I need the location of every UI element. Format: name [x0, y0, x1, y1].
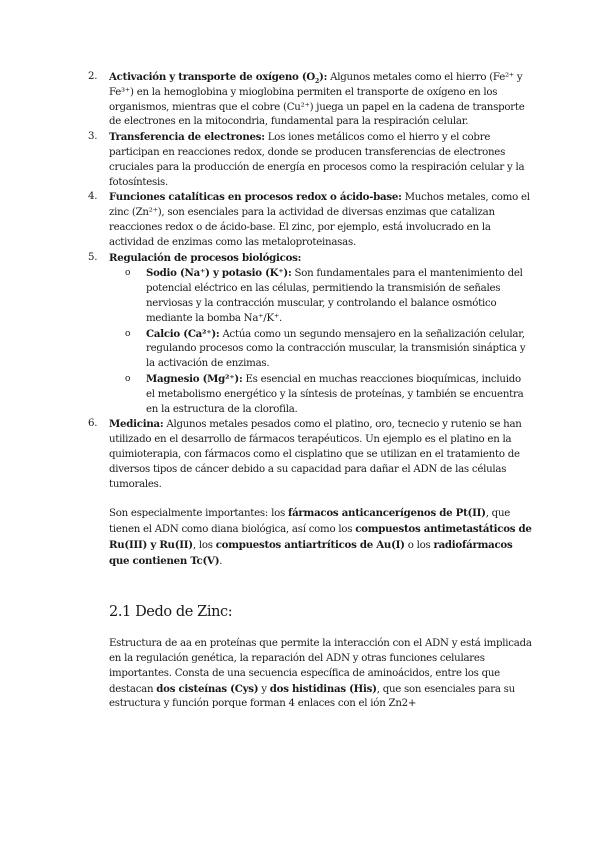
sub-item-text: Es esencial en muchas reacciones bioquímicas, incluido el metabolismo energético y la síntesis de proteínas, y también se encuentra en la estructura de la clorofila. [146, 373, 524, 415]
numbered-list [86, 70, 532, 492]
item-title: Transferencia de electrones: [109, 131, 265, 144]
list-item [86, 70, 532, 130]
list-number: 2. [88, 71, 98, 82]
zinc-paragraph: Estructura de aa en proteínas que permite la interacción con el ADN y está implicada en la regulación genética, la reparación del ADN y otras funciones celulares importantes. Consta de una secuencia específica de aminoácidos, entre los que destacan dos cisteínas (Cys) y dos histidinas (His), que son esenciales para su estructura y función porque forman 4 enlaces con el ión Zn2+ [109, 638, 532, 710]
list-number: 5. [88, 251, 98, 263]
sub-list-item [125, 372, 532, 417]
list-item [86, 190, 532, 250]
bullet-icon: o [125, 328, 131, 339]
list-number: 6. [88, 418, 98, 430]
item-text: Algunos metales como el hierro (Fe²⁺ y Fe³⁺) en la hemoglobina y mioglobina permiten el transporte de oxígeno en los organismos, mientras que el cobre (Cu²⁺) juega un papel en la cadena de transporte de electrones en la mitocondria, fundamental para la respiración celular. [109, 72, 525, 128]
bullet-icon: o [125, 268, 131, 279]
sub-item-text: Son fundamentales para el mantenimiento del potencial eléctrico en las células, permitiendo la transmisión de señales nerviosas y la contracción muscular, y controlando el balance osmótico mediante la bomba Na⁺/K⁺. [146, 268, 523, 324]
sub-list-item [125, 266, 532, 326]
document-content [86, 70, 532, 712]
bullet-icon: o [125, 373, 131, 384]
list-item [86, 251, 532, 418]
item-text: Algunos metales pesados como el platino, oro, tecnecio y rutenio se han utilizado en el desarrollo de fármacos terapéuticos. Un ejemplo es el platino en la quimioterapia, con fármacos como el cisplatino que se utilizan en el tratamiento de diversos tipos de cáncer debido a su capacidad para dañar el ADN de las células tumorales. [109, 419, 522, 490]
special-paragraph: Son especialmente importantes: los fármacos anticancerígenos de Pt(II), que tienen el ADN como diana biológica, así como los compuestos antimetastáticos de Ru(III) y Ru(II), los compuestos antiartríticos de Au(I) o los radiofármacos que contienen Tc(V). [109, 507, 532, 567]
sub-item-text: Actúa como un segundo mensajero en la señalización celular, regulando procesos como la contracción muscular, la transmisión sináptica y la activación de enzimas. [146, 328, 526, 370]
sub-list-item [125, 327, 532, 372]
item-title: Regulación de procesos biológicos: [109, 251, 302, 264]
sub-item-title: Calcio (Ca²⁺): [146, 327, 220, 340]
list-item [86, 130, 532, 190]
section-heading: 2.1 Dedo de Zinc: [109, 603, 233, 620]
item-title: Activación y transporte de oxígeno $(O_2)$: [109, 71, 328, 86]
item-text: Los iones metálicos como el hierro y el cobre participan en reacciones redox, donde se producen transferencias de electrones cruciales para la producción de energía en procesos como la respiración celular y la fotosíntesis. [109, 132, 525, 188]
item-text: Muchos metales, como el zinc (Zn²⁺), son esenciales para la actividad de diversas enzimas que catalizan reacciones redox o de ácido-base. El zinc, por ejemplo, está involucrado en la actividad de enzimas como las metaloproteinasas. [109, 192, 530, 248]
item-title: Funciones catalíticas en procesos redox o ácido-base: [109, 191, 402, 204]
sub-item-title: Magnesio (Mg²⁺): [146, 372, 243, 385]
list-item [86, 417, 532, 492]
list-number: 3. [88, 131, 98, 143]
sub-list [109, 266, 532, 417]
sub-item-title: Sodio (Na⁺) y potasio (K⁺): [146, 267, 292, 280]
list-number: 4. [88, 191, 98, 203]
item-title: Medicina: [109, 418, 164, 431]
